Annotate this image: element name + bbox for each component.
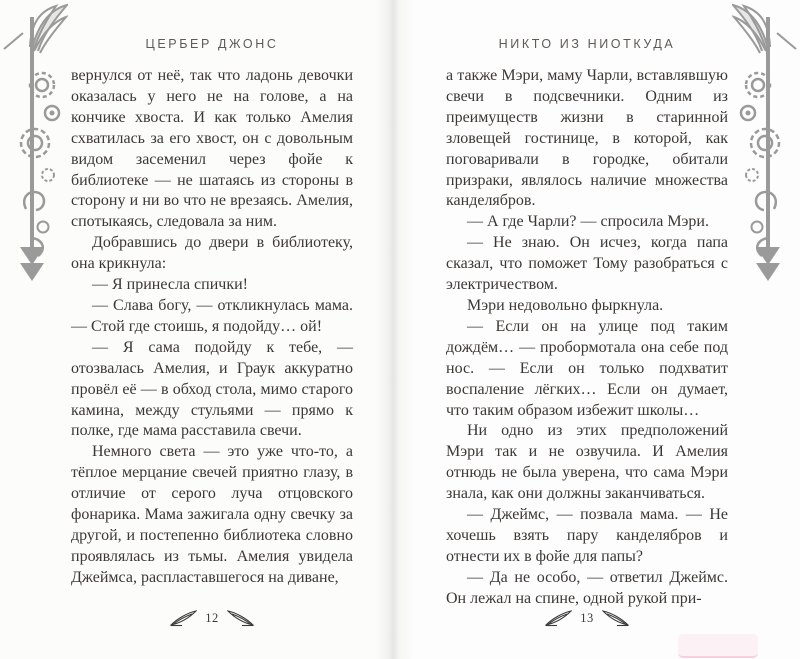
paragraph: — Слава богу, — откликнулась мама. — Стой где стоишь, я подойду… ой! — [71, 296, 353, 335]
paragraph: — Да не особо, — ответил Джеймс. Он лежал на спине, одной рукой при- — [446, 568, 728, 607]
paragraph: — А где Чарли? — спросила Мэри. — [467, 213, 709, 231]
left-page-number: 12 — [205, 611, 219, 625]
book-gutter-shadow — [376, 0, 414, 659]
footer-wing-left-icon — [545, 610, 572, 627]
left-page — [71, 0, 353, 659]
left-page-body — [71, 66, 353, 589]
footer-wing-right-icon — [227, 610, 254, 627]
right-page-number: 13 — [580, 611, 594, 625]
corner-ornament-left-icon — [2, 3, 68, 289]
left-page-footer — [71, 610, 353, 627]
right-page — [446, 0, 728, 659]
paragraph: — Не знаю. Он исчез, когда папа сказал, что поможет Тому разобраться с электричеством. — [446, 234, 728, 294]
paragraph: — Я сама подойду к тебе, — отозвалась Амелия, и Граук аккуратно провёл её — в обход стола, мимо старого камина, между стульями — прямо к полке, где мама расставила свечи. — [71, 338, 353, 440]
footer-wing-left-icon — [170, 610, 197, 627]
paragraph: Мэри недовольно фыркнула. — [467, 296, 664, 314]
paragraph: — Если он на улице под таким дождём… — пробормотала она себе под нос. — Если он только подхватит воспаление лёгких… Если он думает, что таким образом избежит школы… — [446, 317, 728, 419]
right-page-body — [446, 66, 728, 610]
paragraph: — Джеймс, — позвала мама. — Не хочешь взять пару канделябров и отнести их в фойе для папы? — [446, 506, 728, 565]
right-page-footer — [446, 610, 728, 627]
right-running-header: НИКТО ИЗ НИОТКУДА — [498, 37, 676, 51]
left-running-header: ЦЕРБЕР ДЖОНС — [145, 37, 279, 51]
paragraph: — Я принесла спички! — [92, 276, 248, 294]
paragraph: Ни одно из этих предположений Мэри так и не озвучила. И Амелия отнюдь не была уверена, что сама Мэри знала, как они должны заканчиваться. — [446, 422, 728, 503]
paragraph: Немного света — это уже что-то, а тёплое мерцание свечей приятно глазу, в отличие от серого луча отцовского фонарика. Мама зажигала одну свечку за другой, и постепенно библиотека словно проявлялась из тьмы. Амелия увидела Джеймса, распластавшегося на диване, — [71, 443, 353, 586]
footer-wing-right-icon — [602, 610, 629, 627]
paragraph: а также Мэри, маму Чарли, вставлявшую свечи в подсвечники. Одним из преимуществ жизни в старинной зловещей гостинице, в которой, как поговаривали в городке, обитали призраки, являлось наличие множества канделябров. — [446, 67, 728, 210]
paragraph: вернулся от неё, так что ладонь девочки оказалась у него не на голове, а на кончике хвоста. И как только Амелия схватилась за его хвост, он с довольным видом засеменил через фойе к библиотеке — не шатаясь из стороны в сторону и ни во что не врезаясь. Амелия, спотыкаясь, следовала за ним. — [71, 67, 353, 231]
corner-ornament-right-icon — [732, 3, 798, 289]
paragraph: Добравшись до двери в библиотеку, она крикнула: — [71, 234, 353, 273]
